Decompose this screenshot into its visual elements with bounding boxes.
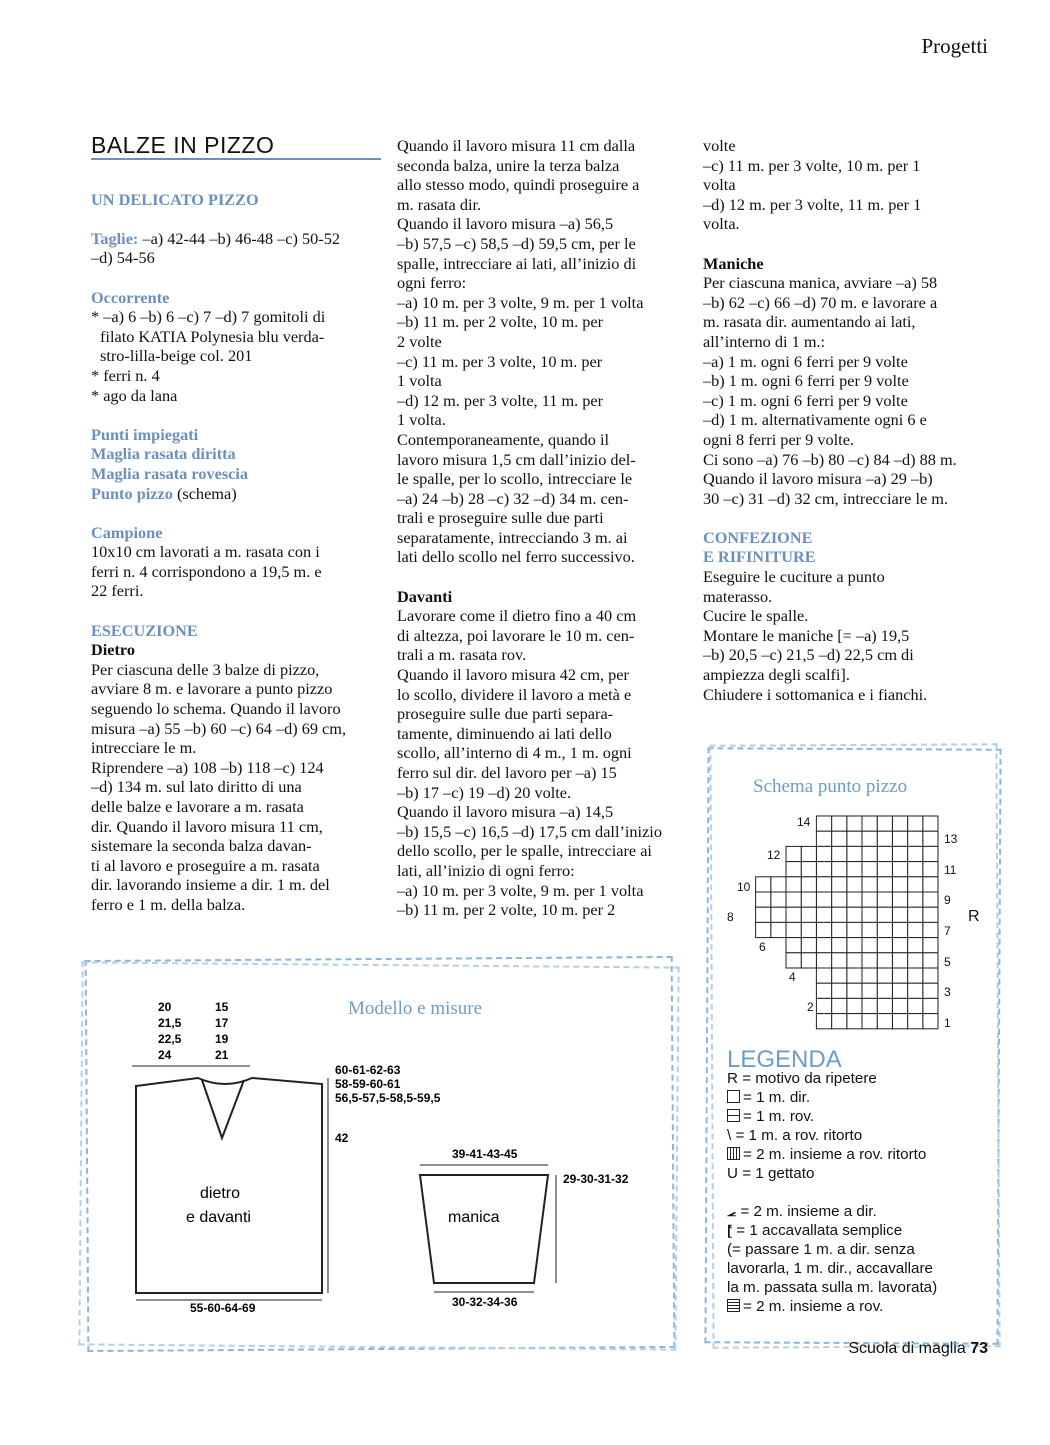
footer [848, 1340, 988, 1358]
text-line: –a) 10 m. per 3 volte, 9 m. per 1 volta [397, 292, 644, 312]
chart-cell [847, 816, 862, 831]
chart-row-label-left: 4 [789, 970, 796, 984]
neck-right-value: 15 [215, 1000, 229, 1014]
text-line: Quando il lavoro misura –a) 56,5 [397, 214, 614, 234]
chart-cell [816, 922, 831, 937]
text-line: –a) 24 –b) 28 –c) 32 –d) 34 m. cen- [397, 488, 629, 508]
text-line: spalle, intrecciare ai lati, all’inizio di [397, 253, 637, 273]
text-line: volta. [703, 214, 740, 234]
chart-cell [832, 877, 847, 892]
chart-cell [877, 938, 892, 953]
chart-cell [877, 877, 892, 892]
text-line: allo stesso modo, quindi proseguire a [397, 175, 640, 195]
chart-cell [816, 892, 831, 907]
chart-cell [786, 862, 801, 877]
chart-cell [756, 922, 771, 937]
chart-cell [862, 816, 877, 831]
chart-row-label-right: 11 [944, 863, 957, 877]
chart-cell [862, 862, 877, 877]
text-line: 30 –c) 31 –d) 32 cm, intrecciare le m. [703, 488, 949, 508]
chart-cell [786, 953, 801, 968]
chart-cell [892, 938, 907, 953]
text-line: ogni 8 ferri per 9 volte. [703, 429, 855, 449]
chart-cell [923, 892, 938, 907]
chart-cell [877, 922, 892, 937]
chart-cell [908, 907, 923, 922]
text-line: –b) 57,5 –c) 58,5 –d) 59,5 cm, per le [397, 233, 636, 253]
text-line: 2 volte [397, 331, 442, 351]
text-line: proseguire sulle due parti separa- [397, 704, 614, 724]
chart-row-label-left: 6 [759, 940, 766, 954]
chart-cell [923, 846, 938, 861]
k2tog-icon: ⦟ [727, 1203, 737, 1220]
legend-item: = 2 m. insieme a rov. [727, 1297, 997, 1316]
text-line: –d) 134 m. sul lato diritto di una [91, 777, 302, 797]
text-line: –a) 1 m. ogni 6 ferri per 9 volte [703, 351, 908, 371]
text-line: Per ciascuna delle 3 balze di pizzo, [91, 659, 320, 679]
chart-cell [877, 953, 892, 968]
chart-cell [877, 816, 892, 831]
chart-cell [801, 846, 816, 861]
chart-cell [877, 831, 892, 846]
purl-stitch-icon [727, 1109, 740, 1122]
text-line: ferro e 1 m. della balza. [91, 894, 246, 914]
chart-cell [832, 922, 847, 937]
magazine-name: Scuola di maglia [848, 1340, 966, 1357]
chart-cell [892, 1014, 907, 1029]
chart-cell [923, 1014, 938, 1029]
chart-cell [862, 953, 877, 968]
chart-row-label-right: 3 [944, 985, 951, 999]
chart-cell [786, 938, 801, 953]
punto-pizzo-note: (schema) [176, 483, 237, 503]
chart-cell [847, 968, 862, 983]
text-line: –a) 10 m. per 3 volte, 9 m. per 1 volta [397, 880, 644, 900]
legend-title: LEGENDA [727, 1046, 842, 1073]
legend-item: = 1 m. rov. [727, 1107, 997, 1126]
text-line: ogni ferro: [397, 273, 467, 293]
text-line: dir. Quando il lavoro misura 11 cm, [91, 816, 323, 836]
campione-line: 10x10 cm lavorati a m. rasata con i [91, 542, 320, 562]
confezione-label: CONFEZIONE [703, 527, 813, 547]
neck-right-value: 17 [215, 1016, 229, 1030]
chart-cell [816, 846, 831, 861]
text-line: Quando il lavoro misura 42 cm, per [397, 665, 629, 685]
text-line: –b) 20,5 –c) 21,5 –d) 22,5 cm di [703, 645, 914, 665]
chart-cell [923, 922, 938, 937]
body-width-value: 55-60-64-69 [190, 1301, 256, 1315]
chart-cell [801, 922, 816, 937]
chart-cell [832, 983, 847, 998]
chart-cell [892, 998, 907, 1013]
chart-cell [832, 953, 847, 968]
occorrente-line: * ferri n. 4 [91, 365, 160, 385]
text-line: Quando il lavoro misura –a) 29 –b) [703, 469, 933, 489]
text-line: lati dello scollo nel ferro successivo. [397, 547, 635, 567]
chart-cell [816, 968, 831, 983]
chart-cell [923, 953, 938, 968]
chart-cell [816, 1014, 831, 1029]
text-line: Eseguire le cuciture a punto [703, 567, 885, 587]
chart-cell [908, 877, 923, 892]
chart-cell [862, 846, 877, 861]
chart-cell [892, 968, 907, 983]
text-line: delle balze e lavorare a m. rasata [91, 797, 304, 816]
text-line: trali e proseguire sulle due parti [397, 508, 604, 528]
neck-right-value: 21 [215, 1048, 229, 1062]
chart-cell [847, 922, 862, 937]
purl-two-together-icon [727, 1147, 740, 1160]
chart-cell [877, 907, 892, 922]
text-line: tamente, diminuendo ai lati dello [397, 723, 612, 743]
text-line: ampiezza degli scalfi]. [703, 665, 850, 685]
chart-cell [756, 877, 771, 892]
section-header: Progetti [921, 34, 988, 58]
chart-cell [816, 983, 831, 998]
chart-cell [786, 892, 801, 907]
chart-cell [892, 907, 907, 922]
chart-cell [816, 816, 831, 831]
text-line: dello scollo, per le spalle, intrecciare ai [397, 841, 652, 861]
chart-cell [923, 831, 938, 846]
chart-cell [847, 831, 862, 846]
text-line: lati, all’inizio di ogni ferro: [397, 860, 575, 880]
chart-cell [862, 877, 877, 892]
legend-item: la m. passata sulla m. lavorata) [727, 1279, 938, 1296]
chart-cell [801, 907, 816, 922]
chart-cell [923, 983, 938, 998]
chart-cell [771, 922, 786, 937]
text-line: separatamente, intrecciando 3 m. ai [397, 527, 628, 547]
chart-cell [756, 892, 771, 907]
campione-line: 22 ferri. [91, 581, 144, 601]
text-line: Quando il lavoro misura –a) 14,5 [397, 802, 614, 822]
body-label: e davanti [186, 1209, 251, 1226]
chart-cell [786, 907, 801, 922]
occorrente-line: * –a) 6 –b) 6 –c) 7 –d) 7 gomitoli di [91, 307, 326, 327]
text-line: –b) 15,5 –c) 16,5 –d) 17,5 cm dall’inizio [397, 821, 662, 841]
chart-row-label-right: 1 [944, 1016, 951, 1030]
legend-item: ⦟ = 2 m. insieme a dir. [727, 1203, 877, 1220]
model-box-title: Modello e misure [348, 998, 483, 1019]
chart-cell [862, 938, 877, 953]
taglie-line-1: –a) 42-44 –b) 46-48 –c) 50-52 [142, 228, 341, 248]
chart-cell [892, 816, 907, 831]
body-height-42: 42 [335, 1131, 349, 1145]
chart-cell [923, 907, 938, 922]
body-height-value: 56,5-57,5-58,5-59,5 [335, 1091, 441, 1105]
legend-item: ⦍ = 1 accavallata semplice [727, 1222, 903, 1239]
legend-item: R = motivo da ripetere [727, 1070, 877, 1087]
chart-cell [892, 877, 907, 892]
occorrente-line: * ago da lana [91, 385, 178, 405]
text-line: –b) 11 m. per 2 volte, 10 m. per [397, 312, 604, 332]
occorrente-label: Occorrente [91, 287, 170, 307]
text-line: intrecciare le m. [91, 738, 197, 758]
chart-row-label-left: 14 [797, 815, 811, 829]
legend-item: (= passare 1 m. a dir. senza [727, 1241, 915, 1258]
chart-cell [862, 968, 877, 983]
chart-cell [801, 892, 816, 907]
chart-cell [847, 877, 862, 892]
text-line: –b) 62 –c) 66 –d) 70 m. e lavorare a [703, 292, 938, 312]
chart-cell [877, 862, 892, 877]
chart-row-label-left: 12 [767, 848, 781, 862]
body-height-value: 60-61-62-63 [335, 1063, 401, 1077]
chart-cell [816, 907, 831, 922]
chart-cell [892, 862, 907, 877]
skp-icon: ⦍ [727, 1222, 733, 1239]
chart-cell [832, 907, 847, 922]
chart-cell [832, 998, 847, 1013]
text-line: all’interno di 1 m.: [703, 331, 826, 351]
text-line: lavoro misura 1,5 cm dall’inizio del- [397, 449, 636, 469]
chart-cell [892, 831, 907, 846]
knit-stitch-icon [727, 1090, 740, 1103]
chart-cell [862, 998, 877, 1013]
chart-cell [862, 831, 877, 846]
dietro-label: Dietro [91, 640, 136, 660]
text-line: m. rasata dir. aumentando ai lati, [703, 312, 916, 332]
chart-cell [908, 998, 923, 1013]
chart-cell [877, 892, 892, 907]
chart-cell [923, 938, 938, 953]
chart-cell [832, 1014, 847, 1029]
chart-cell [877, 1014, 892, 1029]
chart-cell [832, 846, 847, 861]
chart-cell [847, 953, 862, 968]
text-line: Quando il lavoro misura 11 cm dalla [397, 136, 636, 155]
campione-label: Campione [91, 522, 163, 542]
text-line: m. rasata dir. [397, 194, 482, 214]
chart-cell [847, 846, 862, 861]
legend-item: \ = 1 m. a rov. ritorto [727, 1127, 863, 1144]
chart-cell [877, 983, 892, 998]
text-line: Montare le maniche [= –a) 19,5 [703, 625, 910, 645]
chart-cell [816, 862, 831, 877]
chart-cell [832, 968, 847, 983]
chart-cell [816, 998, 831, 1013]
purl2tog-icon [727, 1299, 740, 1312]
chart-cell [923, 877, 938, 892]
chart-cell [847, 892, 862, 907]
chart-cell [801, 953, 816, 968]
text-line: di altezza, poi lavorare le 10 m. cen- [397, 625, 635, 645]
text-line: le spalle, per lo scollo, intrecciare le [397, 469, 633, 489]
chart-cell [892, 953, 907, 968]
chart-row-label-left: 2 [807, 1000, 814, 1014]
neck-left-value: 20 [158, 1000, 172, 1014]
chart-cell [892, 846, 907, 861]
chart-cell [908, 922, 923, 937]
chart-cell [877, 998, 892, 1013]
chart-cell [862, 892, 877, 907]
chart-cell [908, 938, 923, 953]
chart-cell [862, 1014, 877, 1029]
occorrente-line: filato KATIA Polynesia blu verda- [100, 326, 325, 346]
chart-cell [832, 938, 847, 953]
text-line: lo scollo, dividere il lavoro a metà e [397, 684, 632, 704]
text-line: seconda balza, unire la terza balza [397, 155, 620, 175]
chart-cell [801, 938, 816, 953]
text-line: –d) 1 m. alternativamente ogni 6 e [703, 410, 927, 430]
chart-cell [923, 968, 938, 983]
chart-cell [832, 892, 847, 907]
chart-cell [786, 922, 801, 937]
legend-item: U = 1 gettato [727, 1165, 815, 1182]
chart-cell [816, 938, 831, 953]
text-line: –c) 11 m. per 3 volte, 10 m. per 1 [703, 155, 921, 175]
text-line: sistemare la seconda balza davan- [91, 836, 312, 856]
text-line: ti al lavoro e proseguire a m. rasata [91, 855, 320, 875]
chart-cell [908, 953, 923, 968]
neck-left-value: 24 [158, 1048, 172, 1062]
text-line: Riprendere –a) 108 –b) 118 –c) 124 [91, 757, 324, 777]
text-line: –b) 1 m. ogni 6 ferri per 9 volte [703, 371, 909, 391]
text-line: 1 volta [397, 371, 442, 391]
chart-cell [816, 877, 831, 892]
chart-cell [816, 831, 831, 846]
chart-row-label-right: 7 [944, 924, 951, 938]
chart-cell [862, 983, 877, 998]
chart-cell [847, 998, 862, 1013]
text-line: –d) 12 m. per 3 volte, 11 m. per 1 [703, 194, 922, 214]
body-height-value: 58-59-60-61 [335, 1077, 401, 1091]
chart-cell [892, 892, 907, 907]
chart-row-label-left: 10 [737, 880, 751, 894]
chart-cell [847, 983, 862, 998]
neck-left-value: 21,5 [158, 1016, 182, 1030]
chart-cell [847, 907, 862, 922]
text-line: trali a m. rasata rov. [397, 645, 527, 665]
occorrente-line: stro-lilla-beige col. 201 [100, 346, 253, 366]
schema-box-title: Schema punto pizzo [753, 776, 908, 797]
chart-cell [908, 968, 923, 983]
chart-repeat-mark: R [968, 908, 980, 925]
text-line: Ci sono –a) 76 –b) 80 –c) 84 –d) 88 m. [703, 449, 957, 469]
chart-cell [908, 816, 923, 831]
article-title: BALZE IN PIZZO [91, 136, 381, 160]
chart-cell [771, 877, 786, 892]
text-line: Lavorare come il dietro fino a 40 cm [397, 606, 637, 626]
chart-cell [908, 862, 923, 877]
chart-cell [908, 892, 923, 907]
chart-cell [908, 831, 923, 846]
chart-cell [771, 907, 786, 922]
chart-cell [847, 938, 862, 953]
text-line: Cucire le spalle. [703, 606, 809, 626]
chart-row-label-right: 9 [944, 893, 951, 907]
text-line: Chiudere i sottomanica e i fianchi. [703, 684, 928, 704]
punto-pizzo-label: Punto pizzo [91, 483, 173, 503]
article-subtitle: UN DELICATO PIZZO [91, 189, 259, 209]
chart-cell [832, 816, 847, 831]
chart-cell [801, 862, 816, 877]
campione-line: ferri n. 4 corrispondono a 19,5 m. e [91, 561, 322, 581]
text-line: 1 volta. [397, 410, 446, 430]
sleeve-height-value: 29-30-31-32 [563, 1172, 629, 1186]
text-line: –c) 11 m. per 3 volte, 10 m. per [397, 351, 603, 371]
davanti-label: Davanti [397, 586, 453, 606]
page-number: 73 [970, 1340, 988, 1357]
chart-cell [892, 922, 907, 937]
text-line: volte [703, 136, 736, 155]
chart-cell [908, 846, 923, 861]
text-line: avviare 8 m. e lavorare a punto pizzo [91, 679, 333, 699]
chart-cell [771, 892, 786, 907]
chart-cell [756, 907, 771, 922]
chart-cell [847, 1014, 862, 1029]
chart-cell [816, 953, 831, 968]
chart-cell [847, 862, 862, 877]
text-line: Contemporaneamente, quando il [397, 429, 610, 449]
sleeve-label: manica [448, 1209, 500, 1226]
chart-cell [862, 922, 877, 937]
chart-cell [892, 983, 907, 998]
text-line: –b) 17 –c) 19 –d) 20 volte. [397, 782, 572, 802]
text-line: –c) 1 m. ogni 6 ferri per 9 volte [703, 390, 908, 410]
text-line: volta [703, 175, 736, 195]
chart-row-label-left: 8 [727, 910, 734, 924]
punti-item: Maglia rasata diritta [91, 444, 236, 464]
confezione-label: E RIFINITURE [703, 547, 816, 567]
chart-cell [877, 846, 892, 861]
taglie-label: Taglie: [91, 228, 139, 248]
text-line: dir. lavorando insieme a dir. 1 m. del [91, 875, 330, 895]
chart-cell [862, 907, 877, 922]
text-line: materasso. [703, 586, 773, 606]
text-line: –d) 12 m. per 3 volte, 11 m. per [397, 390, 604, 410]
esecuzione-label: ESECUZIONE [91, 620, 198, 640]
punti-label: Punti impiegati [91, 424, 199, 444]
chart-cell [923, 998, 938, 1013]
neck-right-value: 19 [215, 1032, 229, 1046]
chart-row-label-right: 5 [944, 955, 951, 969]
text-line: ferro sul dir. del lavoro per –a) 15 [397, 763, 617, 782]
punti-item: Maglia rasata rovescia [91, 463, 249, 483]
chart-cell [786, 877, 801, 892]
taglie-line-2: –d) 54-56 [91, 248, 155, 268]
chart-cell [786, 846, 801, 861]
maniche-label: Maniche [703, 253, 764, 273]
legend [727, 1046, 997, 1316]
legend-item: lavorarla, 1 m. dir., accavallare [727, 1260, 933, 1277]
text-line: misura –a) 55 –b) 60 –c) 64 –d) 69 cm, [91, 718, 347, 738]
legend-item: = 2 m. insieme a rov. ritorto [727, 1145, 997, 1164]
chart-cell [832, 831, 847, 846]
chart-cell [908, 1014, 923, 1029]
chart-cell [923, 816, 938, 831]
body-label: dietro [200, 1185, 241, 1202]
chart-cell [877, 968, 892, 983]
sleeve-top-value: 39-41-43-45 [452, 1147, 518, 1161]
sleeve-bottom-value: 30-32-34-36 [452, 1295, 518, 1309]
text-line: scollo, all’interno di 4 m., 1 m. ogni [397, 743, 632, 763]
chart-cell [801, 877, 816, 892]
chart-cell [923, 862, 938, 877]
chart-cell [908, 983, 923, 998]
text-line: –b) 11 m. per 2 volte, 10 m. per 2 [397, 900, 616, 920]
neck-left-value: 22,5 [158, 1032, 182, 1046]
text-line: seguendo lo schema. Quando il lavoro [91, 699, 341, 719]
legend-item: = 1 m. dir. [727, 1088, 997, 1107]
text-line: Per ciascuna manica, avviare –a) 58 [703, 273, 938, 293]
chart-cell [832, 862, 847, 877]
chart-row-label-right: 13 [944, 832, 958, 846]
